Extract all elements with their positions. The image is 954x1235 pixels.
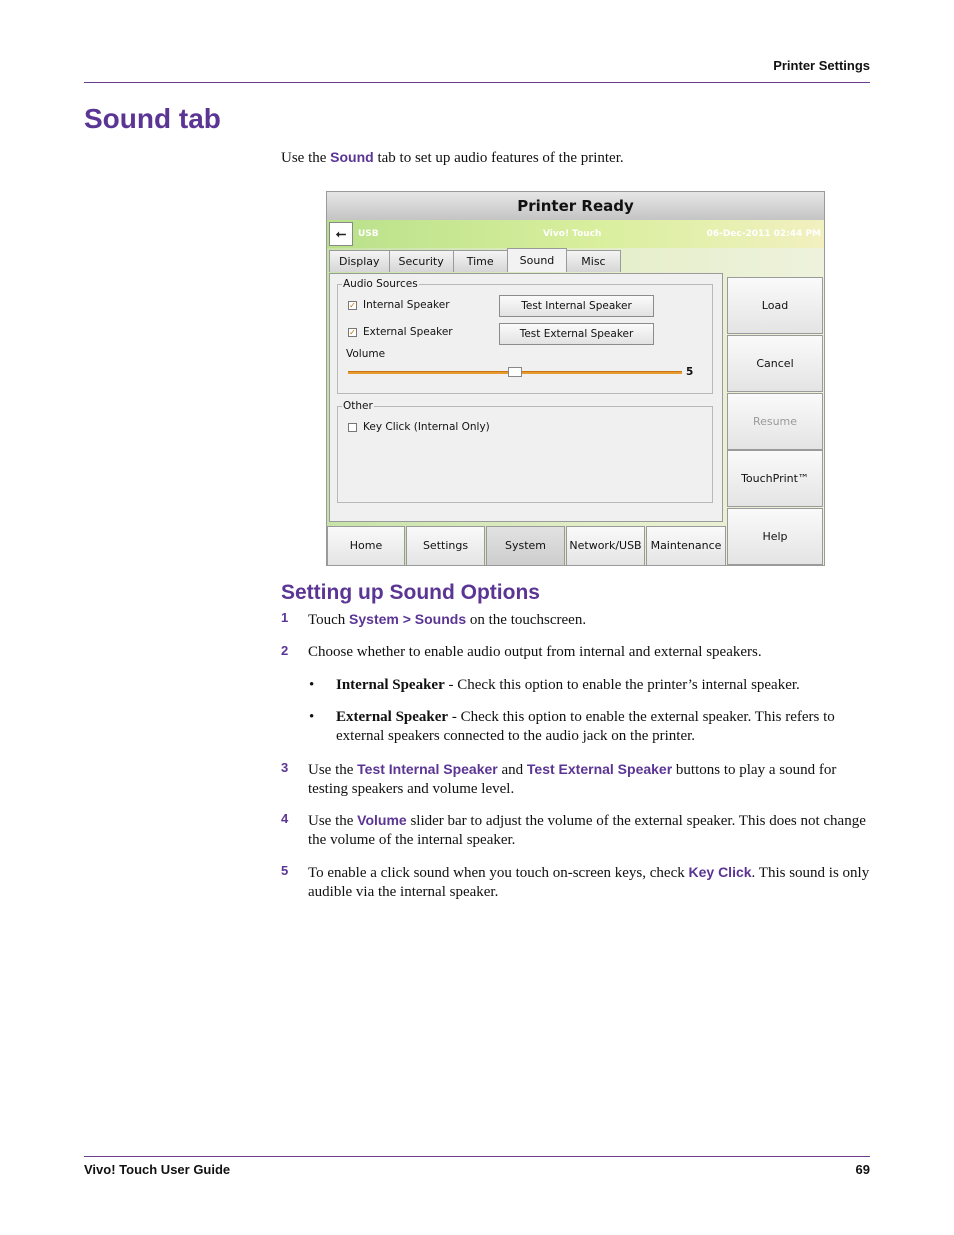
audio-sources-group: [337, 278, 713, 394]
bullet-glyph: •: [309, 677, 315, 693]
internal-speaker-label: Internal Speaker: [363, 299, 450, 311]
term: External Speaker: [336, 709, 449, 725]
nav-home[interactable]: Home: [327, 526, 405, 566]
nav-maintenance[interactable]: Maintenance: [646, 526, 726, 566]
cancel-button[interactable]: Cancel: [727, 335, 823, 392]
intro-text-end: tab to set up audio features of the printer.: [373, 150, 624, 166]
other-label: Other: [343, 400, 373, 412]
internal-speaker-check-icon: ✓: [349, 300, 356, 310]
sound-panel: [329, 273, 723, 522]
footer-guide-title: Vivo! Touch User Guide: [84, 1162, 231, 1177]
text: buttons to play a sound for testing speakers and volume level.: [308, 762, 837, 797]
volume-value: 5: [686, 366, 694, 378]
keyword: Key Click: [688, 864, 752, 880]
page-title: Sound tab: [84, 103, 221, 134]
step-text: Choose whether to enable audio output from internal and external speakers.: [308, 644, 762, 660]
nav-system[interactable]: System: [486, 526, 565, 566]
step-text: [308, 610, 870, 630]
bottom-nav: [327, 526, 727, 566]
text: . This sound is only audible via the internal speaker.: [308, 865, 870, 900]
key-click-box-icon: [348, 423, 357, 432]
help-button[interactable]: Help: [727, 508, 823, 565]
external-speaker-checkbox[interactable]: [348, 326, 453, 338]
touchprint-button[interactable]: TouchPrint™: [727, 450, 823, 507]
intro-text: Use the: [281, 150, 331, 166]
audio-sources-label: Audio Sources: [343, 278, 418, 290]
status-usb: USB: [358, 229, 379, 239]
text: and: [497, 762, 527, 778]
external-speaker-check-icon: ✓: [349, 327, 356, 337]
step-text: [308, 863, 870, 901]
nav-network-usb[interactable]: Network/USB: [566, 526, 645, 566]
tab-sound[interactable]: Sound: [507, 248, 568, 272]
tab-bar: [329, 250, 620, 272]
bullet-glyph: •: [309, 709, 315, 725]
bullet-text: [336, 676, 871, 695]
text: slider bar to adjust the volume of the external speaker. This does not change the volume of the internal speaker.: [308, 813, 866, 848]
key-click-checkbox[interactable]: [348, 421, 490, 433]
text: To enable a click sound when you touch on-screen keys, check: [308, 865, 689, 881]
step-number: 1: [281, 610, 289, 625]
status-datetime: 06-Dec-2011 02:44 PM: [706, 229, 821, 239]
test-external-speaker-button[interactable]: Test External Speaker: [499, 323, 654, 345]
step-text: [308, 811, 870, 849]
other-group: [337, 400, 713, 503]
keyword: System > Sounds: [349, 611, 467, 627]
status-device: Vivo! Touch: [543, 229, 602, 239]
header-rule: [84, 82, 870, 83]
volume-slider-thumb[interactable]: [508, 367, 522, 377]
tab-time[interactable]: Time: [453, 250, 508, 272]
step-text: [308, 760, 870, 798]
usb-icon: ⭠: [329, 222, 353, 246]
keyword: Test External Speaker: [526, 761, 673, 777]
term: Internal Speaker: [336, 677, 445, 693]
status-bar: [327, 220, 824, 248]
text: Use the: [308, 762, 358, 778]
section-title: Setting up Sound Options: [281, 581, 540, 604]
tab-display[interactable]: Display: [329, 250, 390, 272]
printer-screenshot: [326, 191, 825, 566]
text: Touch: [308, 612, 350, 628]
screen-body: [327, 248, 825, 566]
test-internal-speaker-button[interactable]: Test Internal Speaker: [499, 295, 654, 317]
key-click-label: Key Click (Internal Only): [363, 421, 490, 433]
bullet-text: [336, 708, 871, 745]
screen-title: Printer Ready: [327, 192, 824, 220]
intro-keyword: Sound: [330, 149, 374, 165]
external-speaker-label: External Speaker: [363, 326, 453, 338]
footer-rule: [84, 1156, 870, 1157]
resume-button[interactable]: Resume: [727, 393, 823, 450]
internal-speaker-checkbox[interactable]: [348, 299, 450, 311]
text: Use the: [308, 813, 358, 829]
step-number: 2: [281, 643, 289, 658]
tab-misc[interactable]: Misc: [566, 250, 620, 272]
nav-settings[interactable]: Settings: [406, 526, 485, 566]
step-number: 3: [281, 760, 289, 775]
text: - Check this option to enable the printer’s internal speaker.: [444, 677, 800, 693]
text: - Check this option to enable the external speaker. This refers to external speakers connected to the audio jack on the printer.: [336, 709, 835, 744]
step-number: 5: [281, 863, 289, 878]
header-section: Printer Settings: [773, 58, 870, 73]
step-number: 4: [281, 811, 289, 826]
keyword: Test Internal Speaker: [357, 761, 498, 777]
keyword: Volume: [357, 812, 407, 828]
intro-paragraph: [281, 149, 624, 167]
text: on the touchscreen.: [466, 612, 587, 628]
load-button[interactable]: Load: [727, 277, 823, 334]
tab-security[interactable]: Security: [389, 250, 454, 272]
footer-page-number: 69: [855, 1162, 870, 1177]
volume-label: Volume: [346, 348, 386, 360]
